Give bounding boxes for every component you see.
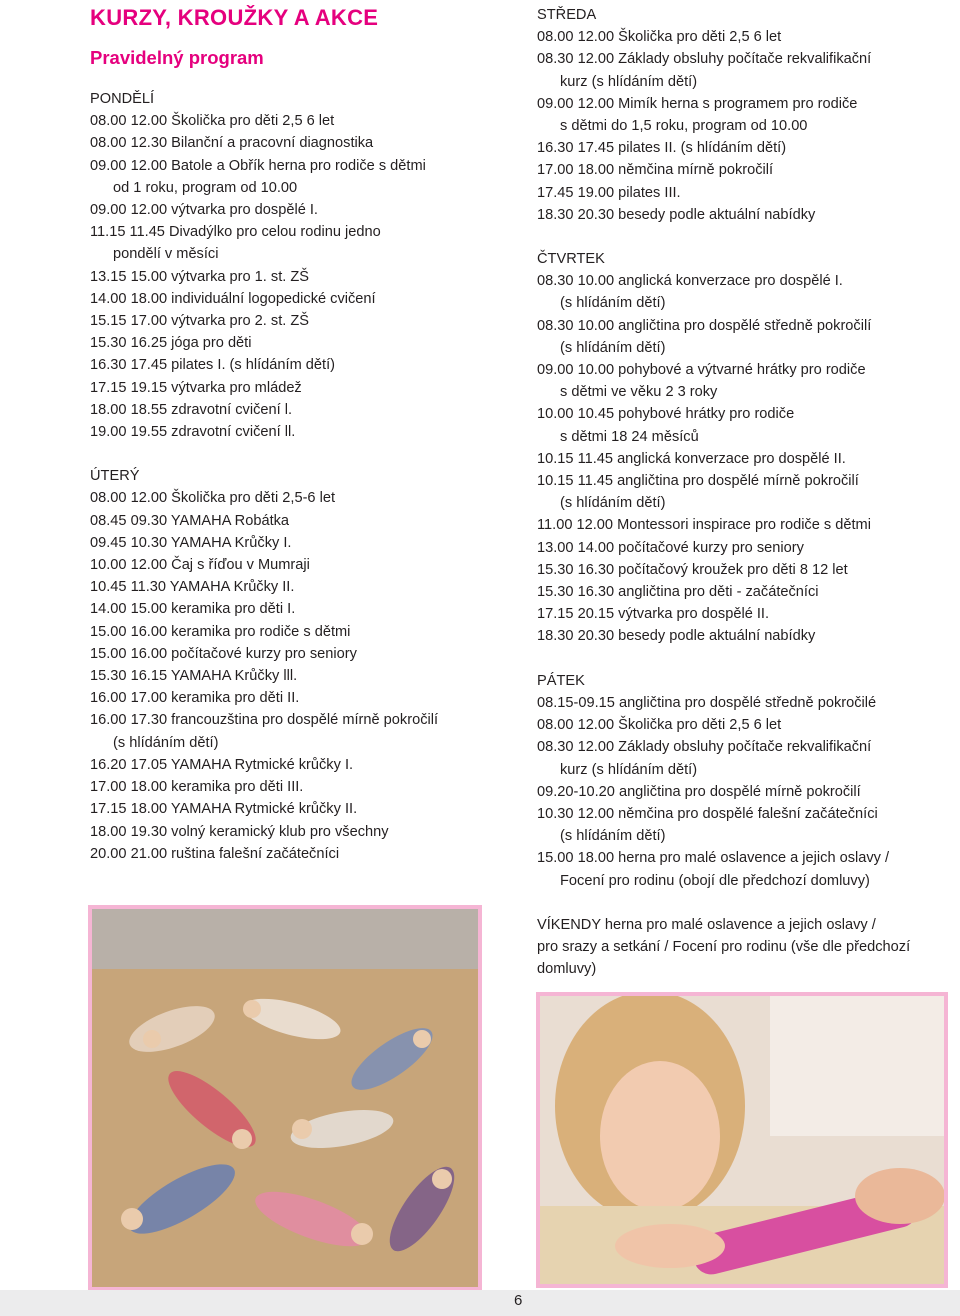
schedule-entry (90, 110, 510, 132)
schedule-entry (537, 537, 949, 559)
entry-text: 20.00 21.00 ruština falešní začátečníci (90, 845, 340, 862)
page-footer (0, 1290, 960, 1316)
left-column (90, 4, 510, 865)
entry-text: 16.20 17.05 YAMAHA Rytmické krůčky I. (90, 756, 354, 773)
weekend-line: domluvy) (537, 961, 597, 978)
entry-text: 13.15 15.00 výtvarka pro 1. st. ZŠ (90, 268, 310, 285)
entry-text: 08.30 10.00 anglická konverzace pro dospělé I. (537, 273, 843, 290)
schedule-entry (537, 93, 949, 137)
entry-text: 15.15 17.00 výtvarka pro 2. st. ZŠ (90, 313, 310, 330)
schedule-entry (90, 554, 510, 576)
entry-text: 15.00 16.00 keramika pro rodiče s dětmi (90, 623, 351, 640)
schedule-entry (537, 403, 949, 447)
schedule-entry (537, 26, 949, 48)
entry-text: 09.45 10.30 YAMAHA Krůčky I. (90, 534, 292, 551)
weekend-line: VÍKENDY herna pro malé oslavence a jejich oslavy / (537, 916, 876, 933)
entry-text: 09.00 12.00 Batole a Obřík herna pro rodiče s dětmi (90, 157, 426, 174)
day-block (537, 670, 949, 892)
entry-text: 18.00 18.55 zdravotní cvičení l. (90, 401, 293, 418)
entry-text: 15.30 16.25 jóga pro děti (90, 335, 252, 352)
entry-text: 08.45 09.30 YAMAHA Robátka (90, 512, 290, 529)
schedule-entry (537, 847, 949, 891)
schedule-entry (90, 709, 510, 753)
weekend-line: pro srazy a setkání / Focení pro rodinu (vše dle předchozí (537, 938, 911, 955)
schedule-entry (90, 665, 510, 687)
schedule-entry (90, 377, 510, 399)
schedule-entry (90, 532, 510, 554)
schedule-entry (90, 687, 510, 709)
right-schedule (537, 4, 949, 892)
entry-continuation: kurz (s hlídáním dětí) (560, 761, 698, 778)
schedule-entry (90, 332, 510, 354)
entry-text: 10.30 12.00 němčina pro dospělé falešní začátečníci (537, 805, 878, 822)
left-schedule (90, 88, 510, 865)
schedule-entry (537, 514, 949, 536)
entry-text: 15.00 18.00 herna pro malé oslavence a jejich oslavy / (537, 850, 890, 867)
schedule-entry (537, 204, 949, 226)
right-column (537, 4, 949, 980)
schedule-entry (537, 736, 949, 780)
entry-text: 16.30 17.45 pilates II. (s hlídáním dětí) (537, 140, 787, 157)
schedule-entry (90, 266, 510, 288)
entry-text: 14.00 15.00 keramika pro děti I. (90, 601, 296, 618)
schedule-entry (537, 48, 949, 92)
schedule-entry (537, 315, 949, 359)
page-subtitle: Pravidelný program (90, 47, 264, 68)
day-block (90, 465, 510, 865)
schedule-entry (90, 576, 510, 598)
entry-text: 17.00 18.00 keramika pro děti III. (90, 779, 304, 796)
entry-text: 17.00 18.00 němčina mírně pokročilí (537, 162, 774, 179)
entry-text: 08.00 12.00 Školička pro děti 2,5 6 let (537, 29, 782, 46)
entry-text: 13.00 14.00 počítačové kurzy pro seniory (537, 539, 804, 556)
entry-text: 17.15 18.00 YAMAHA Rytmické krůčky II. (90, 801, 358, 818)
schedule-entry (90, 310, 510, 332)
entry-text: 10.15 11.45 anglická konverzace pro dospělé II. (537, 450, 846, 467)
schedule-entry (537, 603, 949, 625)
day-title: PÁTEK (537, 672, 585, 689)
entry-text: 15.00 16.00 počítačové kurzy pro seniory (90, 645, 357, 662)
entry-text: 15.30 16.30 angličtina pro děti - začátečníci (537, 584, 819, 601)
schedule-entry (90, 354, 510, 376)
entry-text: 09.00 12.00 Mimík herna s programem pro rodiče (537, 95, 858, 112)
schedule-entry (90, 487, 510, 509)
schedule-entry (90, 776, 510, 798)
entry-text: 08.00 12.00 Školička pro děti 2,5-6 let (90, 490, 336, 507)
entry-text: 08.30 12.00 Základy obsluhy počítače rekvalifikační (537, 739, 872, 756)
day-title: ÚTERÝ (90, 468, 140, 485)
page-title: KURZY, KROUŽKY A AKCE (90, 5, 379, 30)
entry-text: 16.30 17.45 pilates I. (s hlídáním dětí) (90, 357, 335, 374)
schedule-entry (537, 137, 949, 159)
schedule-entry (90, 598, 510, 620)
entry-text: 16.00 17.00 keramika pro děti II. (90, 690, 300, 707)
entry-text: 18.30 20.30 besedy podle aktuální nabídky (537, 206, 816, 223)
entry-continuation: od 1 roku, program od 10.00 (113, 179, 298, 196)
page-number: 6 (514, 1292, 523, 1309)
schedule-entry (90, 132, 510, 154)
entry-continuation: s dětmi ve věku 2 3 roky (560, 384, 718, 401)
entry-text: 10.00 10.45 pohybové hrátky pro rodiče (537, 406, 795, 423)
entry-continuation: pondělí v měsíci (113, 246, 219, 263)
entry-text: 17.45 19.00 pilates III. (537, 184, 681, 201)
entry-continuation: (s hlídáním dětí) (560, 339, 666, 356)
entry-continuation: s dětmi do 1,5 roku, program od 10.00 (560, 118, 808, 135)
entry-continuation: (s hlídáním dětí) (560, 495, 666, 512)
day-block (537, 248, 949, 648)
weekend-note (537, 914, 949, 981)
entry-continuation: kurz (s hlídáním dětí) (560, 73, 698, 90)
schedule-entry (90, 798, 510, 820)
schedule-entry (90, 754, 510, 776)
photo-girl-illustration (540, 996, 944, 1284)
entry-text: 10.45 11.30 YAMAHA Krůčky II. (90, 579, 295, 596)
entry-text: 15.30 16.30 počítačový kroužek pro děti 8 12 let (537, 561, 848, 578)
day-title: ČTVRTEK (537, 251, 605, 268)
entry-text: 10.00 12.00 Čaj s říďou v Mumraji (90, 557, 310, 574)
entry-text: 09.00 10.00 pohybové a výtvarné hrátky pro rodiče (537, 362, 866, 379)
entry-text: 08.30 12.00 Základy obsluhy počítače rekvalifikační (537, 51, 872, 68)
schedule-entry (90, 621, 510, 643)
schedule-entry (537, 625, 949, 647)
schedule-entry (537, 581, 949, 603)
schedule-entry (90, 421, 510, 443)
entry-continuation: s dětmi 18 24 měsíců (560, 428, 699, 445)
schedule-entry (90, 843, 510, 865)
entry-text: 16.00 17.30 francouzština pro dospělé mírně pokročilí (90, 712, 439, 729)
entry-continuation: Focení pro rodinu (obojí dle předchozí domluvy) (560, 872, 870, 889)
schedule-entry (90, 399, 510, 421)
entry-text: 14.00 18.00 individuální logopedické cvičení (90, 290, 376, 307)
schedule-entry (90, 510, 510, 532)
photo-children-lying-on-floor (88, 905, 482, 1291)
entry-text: 09.20-10.20 angličtina pro dospělé mírně pokročilí (537, 783, 861, 800)
entry-text: 17.15 19.15 výtvarka pro mládež (90, 379, 302, 396)
photo-girl-with-rolling-pin (536, 992, 948, 1288)
entry-text: 11.00 12.00 Montessori inspirace pro rodiče s dětmi (537, 517, 871, 534)
entry-text: 08.00 12.00 Školička pro děti 2,5 6 let (90, 113, 335, 130)
entry-text: 09.00 12.00 výtvarka pro dospělé I. (90, 202, 318, 219)
schedule-entry (90, 155, 510, 199)
schedule-entry (537, 359, 949, 403)
entry-continuation: (s hlídáním dětí) (560, 828, 666, 845)
photo-children-illustration (92, 909, 478, 1287)
entry-text: 08.30 10.00 angličtina pro dospělé středně pokročilí (537, 317, 872, 334)
entry-continuation: (s hlídáním dětí) (113, 734, 219, 751)
schedule-entry (537, 470, 949, 514)
schedule-entry (90, 643, 510, 665)
schedule-entry (537, 270, 949, 314)
schedule-entry (537, 559, 949, 581)
schedule-entry (90, 199, 510, 221)
schedule-entry (537, 159, 949, 181)
schedule-entry (537, 692, 949, 714)
entry-text: 11.15 11.45 Divadýlko pro celou rodinu jedno (90, 224, 381, 241)
entry-continuation: (s hlídáním dětí) (560, 295, 666, 312)
day-title: STŘEDA (537, 7, 597, 23)
entry-text: 10.15 11.45 angličtina pro dospělé mírně pokročilí (537, 473, 859, 490)
entry-text: 18.30 20.30 besedy podle aktuální nabídky (537, 628, 816, 645)
schedule-entry (537, 448, 949, 470)
entry-text: 08.00 12.00 Školička pro děti 2,5 6 let (537, 717, 782, 734)
entry-text: 19.00 19.55 zdravotní cvičení ll. (90, 424, 296, 441)
schedule-entry (537, 803, 949, 847)
day-title: PONDĚLÍ (90, 91, 155, 107)
schedule-entry (537, 182, 949, 204)
day-block (90, 88, 510, 443)
entry-text: 17.15 20.15 výtvarka pro dospělé II. (537, 606, 770, 623)
entry-text: 15.30 16.15 YAMAHA Krůčky lll. (90, 668, 298, 685)
entry-text: 18.00 19.30 volný keramický klub pro všechny (90, 823, 389, 840)
entry-text: 08.15-09.15 angličtina pro dospělé středně pokročilé (537, 694, 877, 711)
day-block (537, 4, 949, 226)
schedule-entry (90, 221, 510, 265)
schedule-entry (537, 781, 949, 803)
schedule-entry (90, 288, 510, 310)
schedule-entry (90, 821, 510, 843)
entry-text: 08.00 12.30 Bilanční a pracovní diagnostika (90, 135, 374, 152)
schedule-entry (537, 714, 949, 736)
